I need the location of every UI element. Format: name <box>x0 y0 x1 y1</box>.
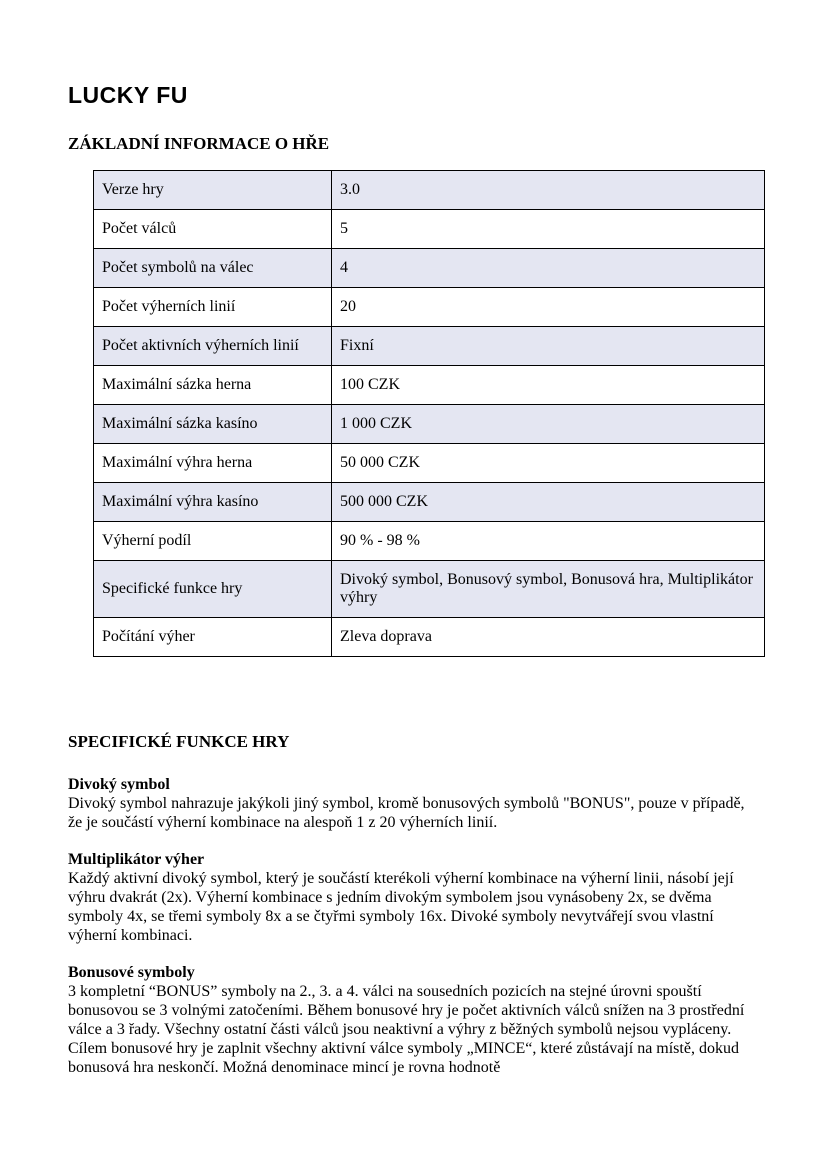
row-value: 1 000 CZK <box>332 404 765 443</box>
row-label: Výherní podíl <box>94 521 332 560</box>
table-row <box>94 482 765 521</box>
feature-section-wild-symbol <box>68 775 762 832</box>
row-label: Počet aktivních výherních linií <box>94 326 332 365</box>
row-value: 500 000 CZK <box>332 482 765 521</box>
feature-title: Divoký symbol <box>68 776 170 794</box>
table-row <box>94 248 765 287</box>
feature-body: 3 kompletní “BONUS” symboly na 2., 3. a 4. válci na sousedních pozicích na stejné úrovni spouští bonusovou se 3 volnými zatočeními. Během bonusové hry je počet aktivních válců snížen na 3 prostřední válce a 3 řady. Všechny ostatní části válců jsou neaktivní a výhry z běžných symbolů nejsou vypláceny. Cílem bonusové hry je zaplnit všechny aktivní válce symboly „MINCE“, které zůstávají na místě, dokud bonusová hra neskončí. Možná denominace mincí je rovna hodnotě <box>68 983 745 1077</box>
table-row <box>94 443 765 482</box>
table-row <box>94 560 765 617</box>
row-label: Počet symbolů na válec <box>94 248 332 287</box>
row-label: Maximální sázka kasíno <box>94 404 332 443</box>
table-row <box>94 170 765 209</box>
table-row <box>94 287 765 326</box>
feature-title: Multiplikátor výher <box>68 851 205 869</box>
table-row <box>94 209 765 248</box>
feature-section-win-multiplier <box>68 850 762 945</box>
row-label: Specifické funkce hry <box>94 560 332 617</box>
row-value: 50 000 CZK <box>332 443 765 482</box>
feature-body: Každý aktivní divoký symbol, který je součástí kterékoli výherní kombinace na výherní linii, násobí její výhru dvakrát (2x). Výherní kombinace s jedním divokým symbolem jsou vynásobeny 2x, se dvěma symboly 4x, se třemi symboly 8x a se čtyřmi symboly 16x. Divoké symboly nevytvářejí svou vlastní výherní kombinaci. <box>68 870 734 945</box>
row-label: Počet válců <box>94 209 332 248</box>
feature-title: Bonusové symboly <box>68 964 195 982</box>
row-value: 5 <box>332 209 765 248</box>
table-row <box>94 617 765 656</box>
row-value: 3.0 <box>332 170 765 209</box>
basic-info-table <box>93 170 765 657</box>
features-heading: SPECIFICKÉ FUNKCE HRY <box>68 731 290 751</box>
table-row <box>94 326 765 365</box>
row-value: Zleva doprava <box>332 617 765 656</box>
row-label: Počet výherních linií <box>94 287 332 326</box>
table-row <box>94 404 765 443</box>
row-label: Maximální výhra herna <box>94 443 332 482</box>
table-row <box>94 365 765 404</box>
table-row <box>94 521 765 560</box>
row-value: Divoký symbol, Bonusový symbol, Bonusová hra, Multiplikátor výhry <box>332 560 765 617</box>
row-label: Maximální sázka herna <box>94 365 332 404</box>
row-label: Maximální výhra kasíno <box>94 482 332 521</box>
row-value: 4 <box>332 248 765 287</box>
basic-info-heading: ZÁKLADNÍ INFORMACE O HŘE <box>68 133 330 153</box>
row-value: 100 CZK <box>332 365 765 404</box>
page-title: LUCKY FU <box>68 82 188 108</box>
row-value: 90 % - 98 % <box>332 521 765 560</box>
feature-section-bonus-symbols <box>68 963 762 1077</box>
row-label: Počítání výher <box>94 617 332 656</box>
row-value: Fixní <box>332 326 765 365</box>
feature-body: Divoký symbol nahrazuje jakýkoli jiný symbol, kromě bonusových symbolů "BONUS", pouze v případě, že je součástí výherní kombinace na alespoň 1 z 20 výherních linií. <box>68 795 745 832</box>
row-value: 20 <box>332 287 765 326</box>
row-label: Verze hry <box>94 170 332 209</box>
